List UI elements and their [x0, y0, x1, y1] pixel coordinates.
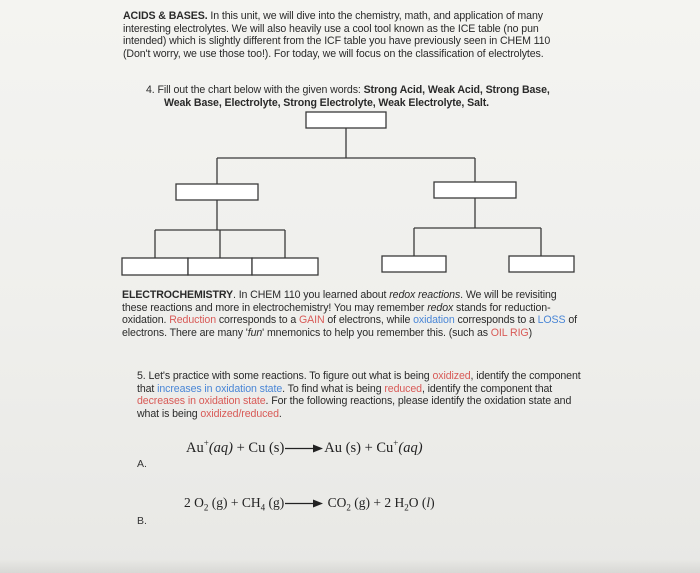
reaction-a-label: A. [137, 458, 147, 470]
reaction-b-methane-sub: 4 [260, 502, 266, 513]
ec-loss: LOSS [537, 314, 566, 327]
ec-text: ' mnemonics to help you remember this. (such as [262, 326, 491, 339]
plus-sign: + [373, 495, 382, 510]
reaction-a-au-ion: Au [186, 439, 204, 456]
chart-box-left-bottom-3[interactable] [252, 258, 318, 275]
chart-box-left-mid[interactable] [176, 184, 258, 200]
ec-text: corresponds to a [216, 314, 300, 327]
chart-box-root[interactable] [306, 112, 386, 128]
chart-box-left-bottom-1[interactable] [122, 258, 188, 275]
chart-box-right-bottom-2[interactable] [509, 256, 574, 272]
reaction-a-cu-ion: Cu [376, 439, 394, 456]
page-edge-shadow [0, 559, 700, 573]
reaction-b-water-sub: 2 [404, 502, 409, 513]
electrochemistry-paragraph [122, 289, 577, 339]
q5-text: Let's practice with some reactions. To figure out what is being [145, 370, 433, 382]
reaction-b-co2-sub: 2 [346, 502, 351, 513]
ec-text: of electrons. There are many ' [122, 314, 577, 339]
plus-sign: + [364, 439, 373, 456]
ec-redox: redox [427, 301, 454, 314]
q5-increases: increases in oxidation state [157, 382, 283, 395]
q5-text: , identify the component that [421, 382, 553, 395]
q5-text: . For the following reactions, please identify the oxidation state and what is being [137, 395, 572, 420]
reaction-b-oxygen-sub: 2 [203, 502, 209, 513]
reaction-arrow-icon [285, 444, 323, 453]
q4-words-line1: Strong Acid, Weak Acid, Strong Base, [363, 84, 550, 96]
ec-fun: fun [247, 326, 263, 339]
intro-text: In this unit, we will dive into the chemistry, math, and application of many interesting electrolytes. We will also heavily use a cool tool known as the ICE table (no pun intended) which is slightly different from the ICF table you have previously seen in CHEM 110 (Don't worry, we use those too!). For today, we will focus on the classification of electrolytes. [123, 10, 551, 60]
reaction-a-cu-charge: + [393, 438, 399, 448]
ec-oil-rig: OIL RIG [490, 326, 529, 339]
q5-oxidized: oxidized [432, 370, 471, 382]
reaction-b-label: B. [137, 515, 147, 527]
electrochemistry-heading: ELECTROCHEMISTRY [122, 289, 234, 301]
reaction-arrow-icon [285, 499, 323, 508]
q5-oxidized-reduced: oxidized/reduced [200, 407, 279, 420]
ec-text: of electrons, while [324, 314, 414, 327]
ec-text: . We will be revisiting these reactions and more in electrochemistry! You may remember [122, 289, 557, 314]
reaction-b-co2-state: (g) [350, 495, 371, 510]
q5-text: , identify the component that [137, 370, 581, 395]
ec-gain: GAIN [299, 314, 325, 327]
q4-words-line2: Weak Base, Electrolyte, Strong Electrolyte, Weak Electrolyte, Salt. [164, 96, 489, 109]
reaction-a-au-solid: Au (s) [324, 439, 361, 456]
reaction-b-water: 2 H [384, 495, 405, 510]
q5-number: 5. [137, 370, 146, 382]
reaction-b-oxygen: 2 O [184, 495, 204, 510]
q5-decreases: decreases in oxidation state [137, 395, 266, 408]
reaction-b-water-close: ) [430, 495, 435, 510]
chart-box-right-bottom-1[interactable] [382, 256, 446, 272]
reaction-b-methane-state: (g) [265, 495, 285, 510]
plus-sign: + [236, 439, 245, 456]
ec-reduction: Reduction [169, 314, 217, 327]
q4-prompt: Fill out the chart below with the given words: [157, 84, 364, 96]
reaction-b-oxygen-state: (g) [208, 495, 228, 510]
chart-box-left-bottom-2[interactable] [188, 258, 252, 275]
reaction-a-cu-solid: Cu (s) [248, 439, 285, 456]
q4-number: 4. [146, 84, 155, 96]
ec-text: ) [528, 326, 532, 339]
reaction-a-au-state: (aq) [208, 439, 233, 456]
reaction-b-co2: CO [327, 495, 347, 510]
reaction-a-au-charge: + [203, 438, 209, 448]
q5-reduced: reduced [384, 382, 422, 395]
plus-sign: + [230, 495, 239, 510]
reaction-b-water-tail: O ( [408, 495, 427, 510]
reaction-b-equation [184, 495, 435, 513]
ec-redox-reactions: redox reactions [389, 289, 461, 301]
question-5 [137, 370, 585, 420]
reaction-a-cu-state: (aq) [398, 439, 423, 456]
acids-bases-heading: ACIDS & BASES. [123, 10, 208, 22]
ec-text: corresponds to a [454, 314, 538, 327]
reaction-b-water-state: l [426, 495, 431, 510]
ec-oxidation: oxidation [413, 314, 455, 327]
reaction-b-methane: CH [241, 495, 261, 510]
q5-text: . To find what is being [282, 382, 385, 395]
q5-text: . [278, 407, 282, 420]
chart-box-right-mid[interactable] [434, 182, 516, 198]
ec-text: stands for reduction-oxidation. [122, 301, 551, 327]
ec-text: . In CHEM 110 you learned about [233, 289, 390, 301]
reaction-a-equation [186, 438, 423, 457]
